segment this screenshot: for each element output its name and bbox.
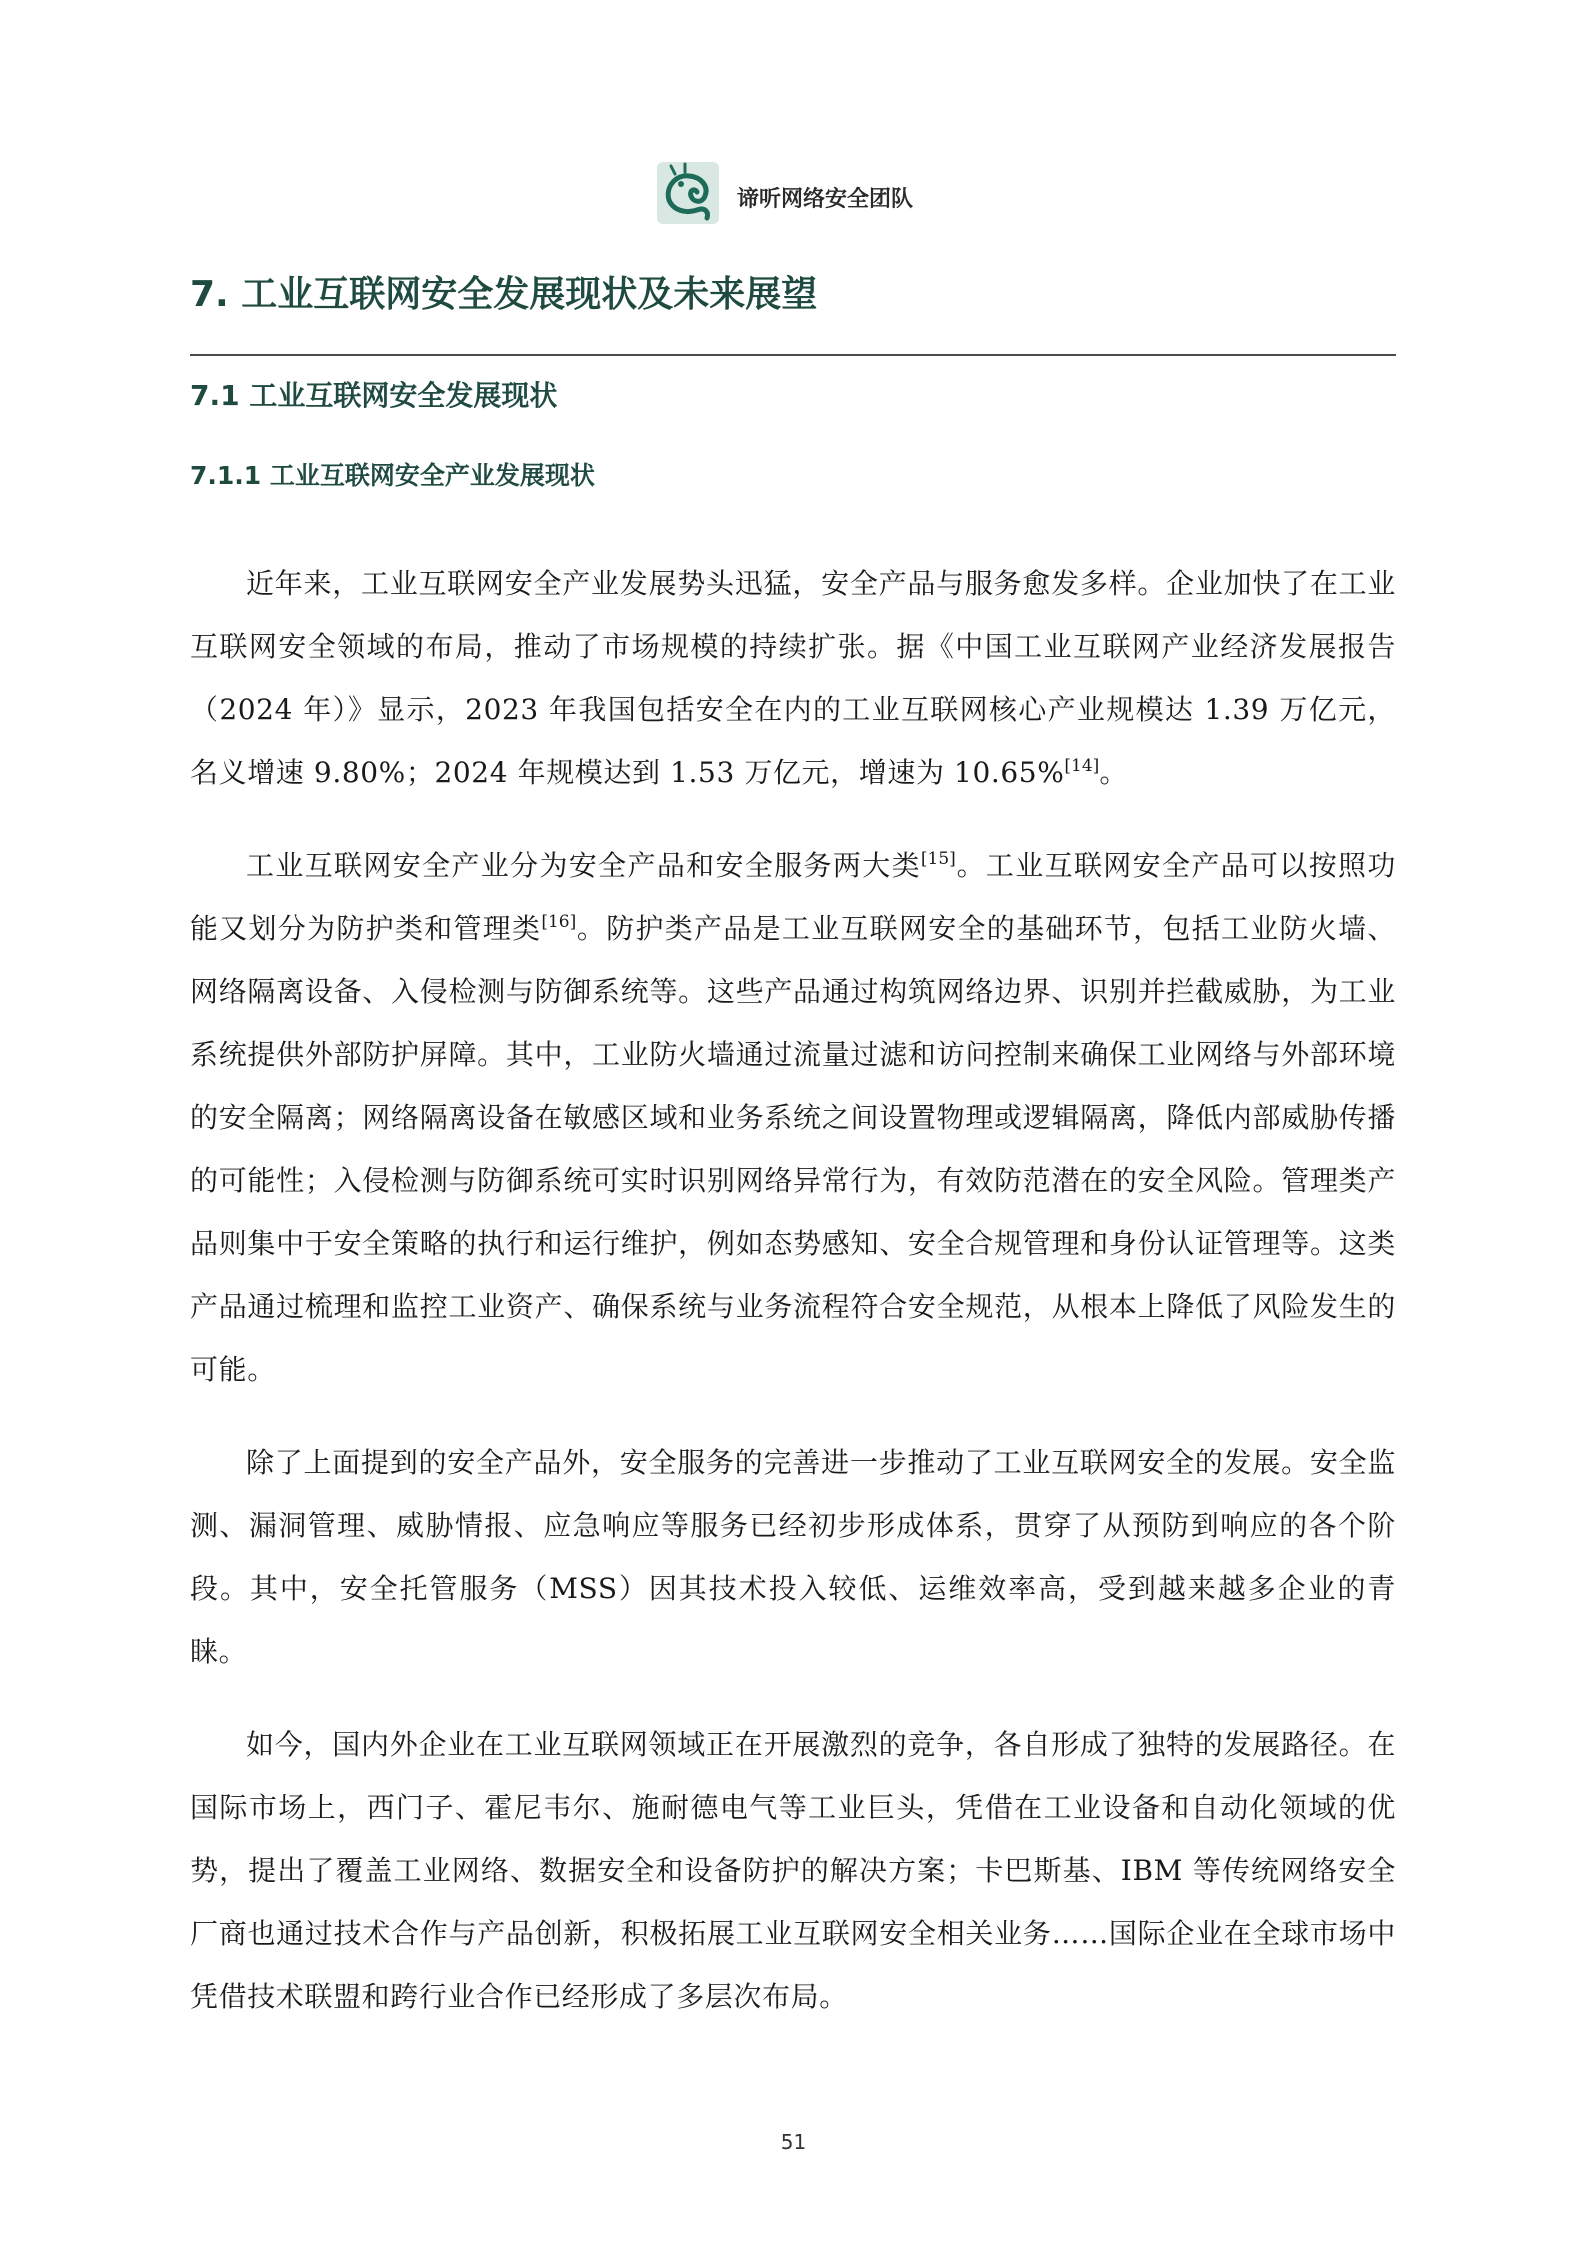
- paragraph: [190, 1713, 1396, 2028]
- subsection-title: 7.1.1 工业互联网安全产业发展现状: [190, 461, 595, 490]
- paragraph: [190, 1431, 1396, 1683]
- paragraph-text: 如今，国内外企业在工业互联网领域正在开展激烈的竞争，各自形成了独特的发展路径。在国际市场上，西门子、霍尼韦尔、施耐德电气等工业巨头，凭借在工业设备和自动化领域的优势，提出了覆盖工业网络、数据安全和设备防护的解决方案；卡巴斯基、IBM 等传统网络安全厂商也通过技术合作与产品创新，积极拓展工业互联网安全相关业务……国际企业在全球市场中凭借技术联盟和跨行业合作已经形成了多层次布局。: [190, 1728, 1396, 2013]
- body-text: [190, 552, 1396, 2058]
- chapter-title: 7. 工业互联网安全发展现状及未来展望: [190, 274, 818, 315]
- citation-ref: [16]: [541, 912, 577, 932]
- paragraph: [190, 552, 1396, 804]
- paragraph: [190, 834, 1396, 1401]
- page-number: 51: [780, 2130, 807, 2154]
- section-title: 7.1 工业互联网安全发展现状: [190, 379, 558, 412]
- page-header: [655, 160, 975, 232]
- organization-name: 谛听网络安全团队: [737, 187, 914, 212]
- citation-ref: [15]: [920, 849, 956, 869]
- paragraph-text: 。: [1099, 756, 1128, 789]
- paragraph-text: 。工业互联网安全产品可以按照功能又划分为防护类和管理类: [190, 849, 1396, 945]
- paragraph-text: 。防护类产品是工业互联网安全的基础环节，包括工业防火墙、网络隔离设备、入侵检测与防御系统等。这些产品通过构筑网络边界、识别并拦截威胁，为工业系统提供外部防护屏障。其中，工业防火墙通过流量过滤和访问控制来确保工业网络与外部环境的安全隔离；网络隔离设备在敏感区域和业务系统之间设置物理或逻辑隔离，降低内部威胁传播的可能性；入侵检测与防御系统可实时识别网络异常行为，有效防范潜在的安全风险。管理类产品则集中于安全策略的执行和运行维护，例如态势感知、安全合规管理和身份认证管理等。这类产品通过梳理和监控工业资产、确保系统与业务流程符合安全规范，从根本上降低了风险发生的可能。: [190, 912, 1396, 1386]
- paragraph-text: 除了上面提到的安全产品外，安全服务的完善进一步推动了工业互联网安全的发展。安全监测、漏洞管理、威胁情报、应急响应等服务已经初步形成体系，贯穿了从预防到响应的各个阶段。其中，安全托管服务（MSS）因其技术投入较低、运维效率高，受到越来越多企业的青睐。: [190, 1446, 1396, 1668]
- chapter-divider: [190, 354, 1396, 356]
- dragon-logo-icon: [655, 160, 721, 226]
- paragraph-text: 工业互联网安全产业分为安全产品和安全服务两大类: [246, 849, 921, 882]
- paragraph-text: 近年来，工业互联网安全产业发展势头迅猛，安全产品与服务愈发多样。企业加快了在工业互联网安全领域的布局，推动了市场规模的持续扩张。据《中国工业互联网产业经济发展报告（2024 年）》显示，2023 年我国包括安全在内的工业互联网核心产业规模达 1.39 万亿元，名义增速 9.80%；2024 年规模达到 1.53 万亿元，增速为 10.65%: [190, 567, 1396, 789]
- citation-ref: [14]: [1064, 756, 1100, 776]
